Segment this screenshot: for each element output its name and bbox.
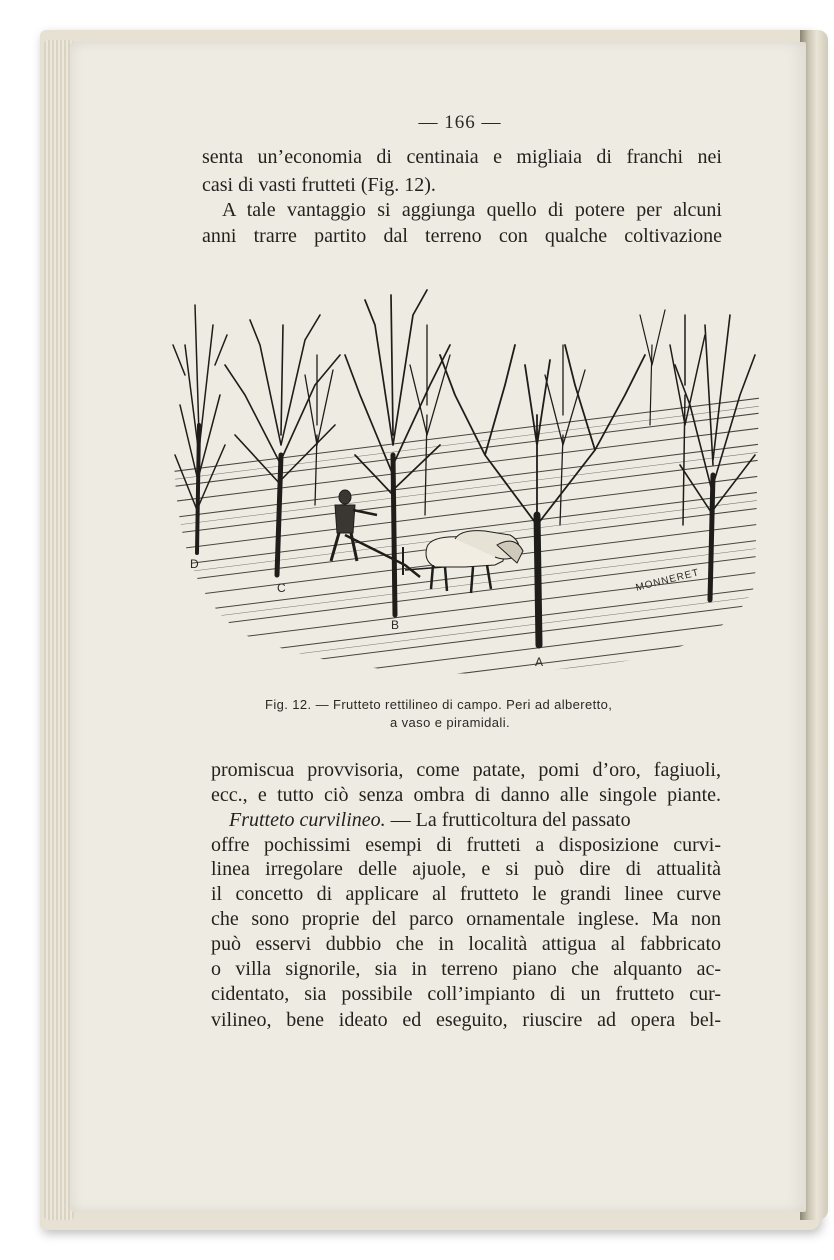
page-number: — 166 — [418,112,502,133]
figure-caption-line1: Fig. 12. — Frutteto rettilineo di campo. Peri ad alberetto, [265,697,613,712]
text-line: senta un’economia di centinaia e migliaia di franchi nei [202,146,722,168]
text-line: che sono proprie del parco ornamentale inglese. Ma non [211,908,721,930]
text-line: può esservi dubbio che in località attigua al fabbricato [211,933,721,955]
text-line: linea irregolare delle ajuole, e si può dire di attualità [211,858,721,880]
text-line-heading [229,808,631,832]
text-line: o villa signorile, sia in terreno piano che alquanto ac- [211,958,721,980]
figure-label-c: C [277,581,287,595]
text-line: vilineo, bene ideato ed eseguito, riuscire ad opera bel- [211,1009,721,1031]
text-line: promiscua provvisoria, come patate, pomi d’oro, fagiuoli, [211,759,721,781]
orchard-engraving [165,285,765,680]
figure-label-b: B [391,618,400,632]
text-line: anni trarre partito dal terreno con qualche coltivazione [202,225,722,247]
figure-label-a: A [535,655,544,669]
text-line: cidentato, sia possibile coll’impianto di un frutteto cur- [211,983,721,1005]
text-line: — La frutticoltura del passato [385,809,631,831]
text-line: ecc., e tutto ciò senza ombra di danno alle singole piante. [211,784,721,806]
text-line: A tale vantaggio si aggiunga quello di potere per alcuni [222,199,722,221]
section-heading: Frutteto curvilineo. [229,809,386,831]
text-line: casi di vasti frutteti (Fig. 12). [202,174,436,196]
engraver-signature: MONNERET [634,567,701,594]
figure-caption-line2: a vaso e piramidali. [390,715,510,730]
text-line: il concetto di applicare al frutteto le grandi linee curve [211,883,721,905]
text-line: offre pochissimi esempi di frutteti a disposizione curvi- [211,834,721,856]
figure-label-d: D [190,557,200,571]
engraving-illustration [165,285,765,680]
